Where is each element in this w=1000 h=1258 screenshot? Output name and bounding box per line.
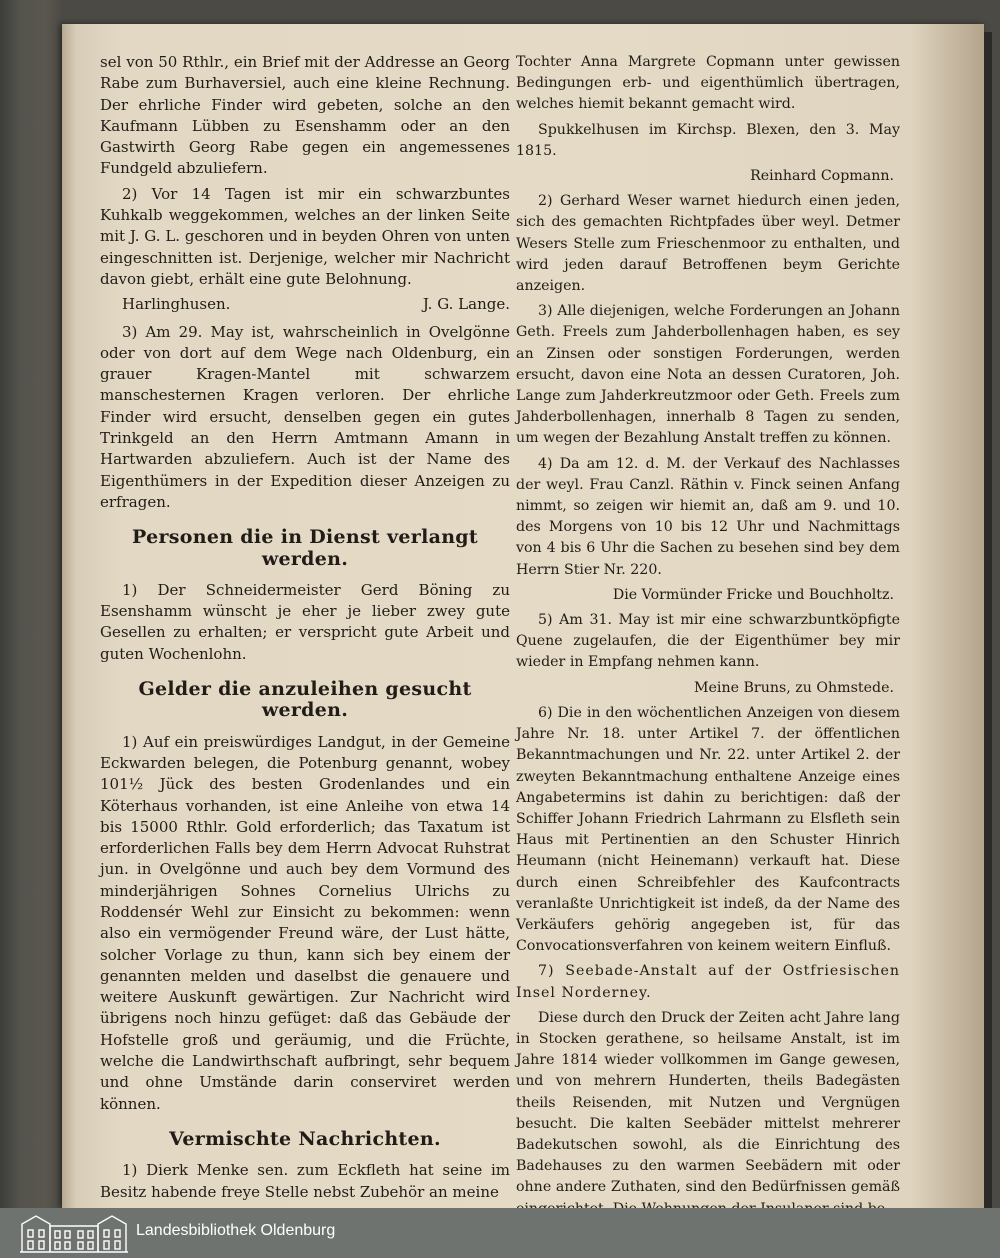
right-notice-7-heading: 7) Seebade-Anstalt auf der Ostfriesischen Insel Norderney. xyxy=(516,963,900,1001)
library-footer-bar xyxy=(0,1208,1000,1258)
right-notice-5: 5) Am 31. May ist mir eine schwarzbuntköpfigte Quene zugelaufen, die der Eigenthümer bey mir wieder in Empfang nehmen kann. xyxy=(516,612,900,671)
left-notice-6: 1) Dierk Menke sen. zum Eckfleth hat seine im Besitz habende freye Stelle nebst Zubehör an meine xyxy=(100,1161,510,1201)
library-building-icon xyxy=(18,1212,130,1254)
left-notice-2: 2) Vor 14 Tagen ist mir ein schwarzbuntes Kuhkalb weggekommen, welches an der linken Seite mit J. G. L. geschoren und in beyden Ohren von unten eingeschnitten ist. Derjenige, welcher mir Nachricht davon giebt, erhält eine gute Belohnung. xyxy=(100,184,510,288)
left-notice-3: 3) Am 29. May ist, wahrscheinlich in Ovelgönne oder von dort auf dem Wege nach Oldenburg, ein grauer Kragen-Mantel mit schwarzem manschesternen Kragen verloren. Der ehrliche Finder wird ersucht, denselben gegen ein gutes Trinkgeld an den Herrn Amtmann Amann in Hartwarden abzuliefern. Auch ist der Name des Eigenthümers in der Expedition dieser Anzeigen zu erfragen. xyxy=(100,322,510,511)
right-notice-1-signature: Reinhard Copmann. xyxy=(750,168,894,185)
left-notice-5: 1) Auf ein preiswürdiges Landgut, in der Gemeine Eckwarden belegen, die Potenburg genannt, wobey 101½ Jück des besten Grodenlandes und ein Köterhaus vorhanden, ist eine Anleihe von etwa 14 bis 15000 Rthlr. Gold erforderlich; das Taxatum ist erforderlichen Falls bey dem Herrn Advocat Ruhstrat jun. in Ovelgönne und auch bey dem Vormund des minderjährigen Sohnes Cornelius Ulrichs zu Roddensér Wehl zur Einsicht zu bekommen: wenn also ein vermögender Freund wäre, der Lust hätte, solcher Vorlage zu thun, kann sich bey einem der genannten melden und daselbst die genauere und weitere Auskunft gewärtigen. Zur Nachricht wird übrigens noch hinzu gefüget: daß das Gebäude der Hofstelle groß und geräumig, und die Früchte, welche die Landwirthschaft aufbringt, sehr bequem und ohne Umstände darin conserviret werden können. xyxy=(100,732,510,1113)
right-notice-7-body: Diese durch den Druck der Zeiten acht Jahre lang in Stocken gerathene, so heilsame Anstalt, ist im Jahre 1814 wieder vollkommen im Gange gewesen, und von mehrern Hunderten, theils Badegästen theils Reisenden, mit Nutzen und Vergnügen besucht. Die kalten Seebäder mittelst mehrerer Badekutschen sowohl, als die Einrichtung des Badehauses zu den warmen Seebädern mit oder ohne andere Zuthaten, sind den Bedürfnissen gemäß xyxy=(516,1009,900,1196)
right-column xyxy=(516,52,900,1224)
signature-name: J. G. Lange. xyxy=(422,295,510,314)
right-notice-3: 3) Alle diejenigen, welche Forderungen an Johann Geth. Freels zum Jahderbollenhagen haben, es sey an Zinsen oder sonstigen Forderungen, werden ersucht, davon eine Nota an dessen Curatoren, Joh. Lange zum Jahderkreutzmoor oder Geth. Freels zum Jahderbollenhagen, innerhalb 8 Tagen zu senden, um wegen der Bezahlung Anstalt treffen zu können. xyxy=(516,303,900,447)
section-heading-personnel: Personen die in Dienst verlangt werden. xyxy=(132,526,478,570)
left-notice-2-signature xyxy=(100,294,510,315)
section-heading-loans: Gelder die anzuleihen gesucht werden. xyxy=(138,678,472,722)
right-notice-4-signature: Die Vormünder Fricke und Bouchholtz. xyxy=(612,586,894,603)
right-notice-6: 6) Die in den wöchentlichen Anzeigen von diesem Jahre Nr. 18. unter Artikel 7. der öffentlichen Bekanntmachungen und Nr. 22. unter Artikel 2. der zweyten Bekanntmachung enthaltene Anzeige eines Angabetermins ist dahin zu berichtigen: daß der Schiffer Johann Friedrich Lahrmann zu Elsfleth sein Haus mit Pertinentien an den Schuster Hinrich Heumann (nicht Heinemann) verkauft hat. Diese durch einen Schreibfehler des Kaufcontracts veranlaßte Unrichtigkeit ist indeß, da der Name des Verkäufers gehörig angegeben ist, für das Convocationsverfahren von keinem weitern Einfluß. xyxy=(516,704,900,955)
library-name: Landesbibliothek Oldenburg xyxy=(136,1222,336,1239)
right-notice-1: Tochter Anna Margrete Copmann unter gewissen Bedingungen erb- und eigenthümlich übertragen, welches hiemit bekannt gemacht wird. xyxy=(516,54,900,113)
section-heading-misc: Vermischte Nachrichten. xyxy=(169,1127,441,1150)
right-notice-4: 4) Da am 12. d. M. der Verkauf des Nachlasses der weyl. Frau Canzl. Räthin v. Finck seinen Anfang nimmt, so zeigen wir hiemit an, daß am 9. und 10. des Morgens von 10 bis 12 Uhr und Nachmittags von 4 bis 6 Uhr die Sachen zu besehen sind bey dem Herrn Stier Nr. 220. xyxy=(516,455,900,578)
left-notice-1: sel von 50 Rthlr., ein Brief mit der Addresse an Georg Rabe zum Burhaversiel, auch eine kleine Rechnung. Der ehrliche Finder wird gebeten, solche an den Kaufmann Lübben zu Esenshamm oder an den Gastwirth Georg Rabe gegen ein angemessenes Fundgeld abzuliefern. xyxy=(100,53,510,178)
left-column xyxy=(100,52,510,1207)
right-notice-1-place: Spukkelhusen im Kirchsp. Blexen, den 3. May 1815. xyxy=(516,121,900,159)
right-notice-5-signature: Meine Bruns, zu Ohmstede. xyxy=(694,679,894,696)
signature-place: Harlinghusen. xyxy=(122,295,231,314)
left-notice-4: 1) Der Schneidermeister Gerd Böning zu Esenshamm wünscht je eher je lieber zwey gute Gesellen zu erhalten; er verspricht gute Arbeit und guten Wochenlohn. xyxy=(100,580,510,663)
right-notice-2: 2) Gerhard Weser warnet hiedurch einen jeden, sich des gemachten Richtpfades über weyl. Detmer Wesers Stelle zum Frieschenmoor zu enthalten, und wird jeden darauf Betroffenen beym Gerichte anzeigen. xyxy=(516,193,900,295)
page-edge xyxy=(984,32,992,1208)
